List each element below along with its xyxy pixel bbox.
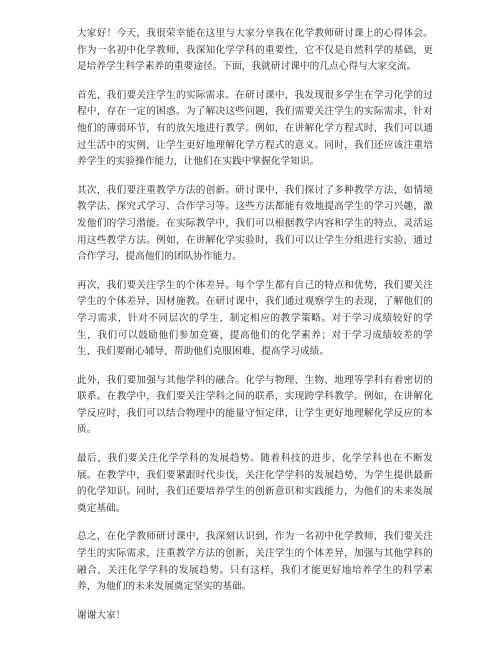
paragraph-third-point: 再次，我们要关注学生的个体差异。每个学生都有自己的特点和优势，我们要关注学生的个体差异，因材施教。在研讨课中，我们通过观察学生的表现，了解他们的学习需求，针对不同层次的学生，制定相应的教学策略。对于学习成绩较好的学生，我们可以鼓励他们参加竞赛，提高他们的化学素养；对于学习成绩较差的学生，我们要耐心辅导，帮助他们克服困难，提高学习成绩。 bbox=[77, 279, 433, 358]
paragraph-fourth-point: 此外，我们要加强与其他学科的融合。化学与物理、生物、地理等学科有着密切的联系。在教学中，我们要关注学科之间的联系，实现跨学科教学。例如，在讲解化学反应时，我们可以结合物理中的能量守恒定律，让学生更好地理解化学反应的本质。 bbox=[77, 374, 433, 436]
paragraph-fifth-point: 最后，我们要关注化学学科的发展趋势。随着科技的进步，化学学科也在不断发展。在教学中，我们要紧跟时代步伐，关注化学学科的发展趋势，为学生提供最新的化学知识。同时，我们还要培养学生的创新意识和实践能力，为他们的未来发展奠定基础。 bbox=[77, 453, 433, 514]
paragraph-second-point: 其次，我们要注重教学方法的创新。研讨课中，我们探讨了多种教学方法，如情境教学法、探究式学习、合作学习等。这些方法都能有效地提高学生的学习兴趣，激发他们的学习潜能。在实际教学中，我们可以根据教学内容和学生的特点，灵活运用这些教学方法。例如，在讲解化学实验时，我们可以让学生分组进行实验，通过合作学习，提高他们的团队协作能力。 bbox=[77, 184, 433, 263]
paragraph-summary: 总之，在化学教师研讨课中，我深刻认识到，作为一名初中化学教师，我们要关注学生的实际需求，注重教学方法的创新，关注学生的个体差异，加强与其他学科的融合，关注化学学科的发展趋势。只有这样，我们才能更好地培养学生的科学素养，为他们的未来发展奠定坚实的基础。 bbox=[77, 531, 433, 593]
paragraph-first-point: 首先，我们要关注学生的实际需求。在研讨课中，我发现很多学生在学习化学的过程中，存在一定的困惑。为了解决这些问题，我们需要关注学生的实际需求，针对他们的薄弱环节，有的放矢地进行教学。例如，在讲解化学方程式时，我们可以通过生活中的实例，让学生更好地理解化学方程式的意义。同时，我们还应该注重培养学生的实验操作能力，让他们在实践中掌握化学知识。 bbox=[77, 89, 433, 168]
document-body bbox=[77, 26, 433, 636]
paragraph-opening: 大家好！今天，我很荣幸能在这里与大家分享我在化学教师研讨课上的心得体会。作为一名初中化学教师，我深知化学学科的重要性，它不仅是自然科学的基础，更是培养学生科学素养的重要途径。下面，我就研讨课中的几点心得与大家交流。 bbox=[77, 28, 433, 73]
paragraph-thanks: 谢谢大家！ bbox=[77, 609, 126, 621]
